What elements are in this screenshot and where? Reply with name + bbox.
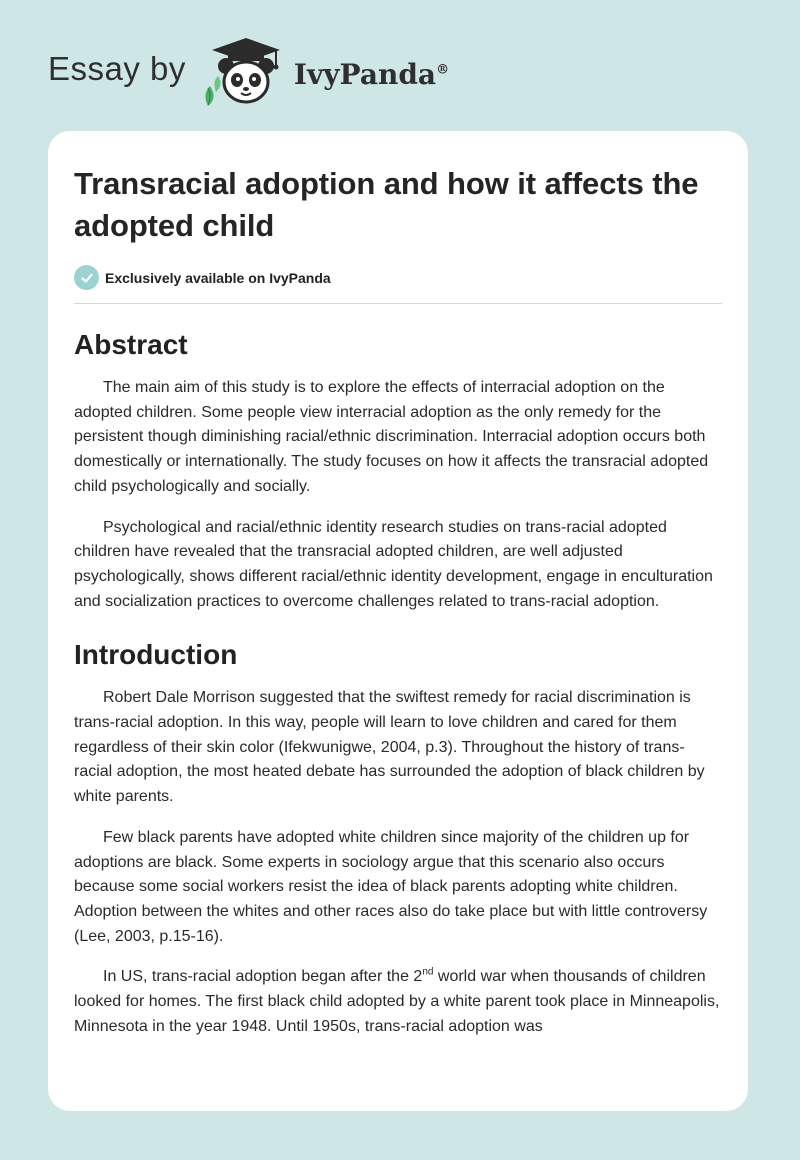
brand-name: IvyPanda® — [293, 57, 450, 91]
paragraph: Robert Dale Morrison suggested that the swiftest remedy for racial discrimination is trans-racial adoption. In this way, people will learn to love children and cared for them regardless of their skin color (Ifekwunigwe, 2004, p.3). Throughout the history of trans-racial adoption, the most heated debate has surrounded the adoption of black children by white parents. — [74, 689, 705, 806]
panda-logo-icon — [198, 36, 294, 108]
exclusive-label: Exclusively available on IvyPanda — [105, 269, 331, 286]
section-heading-abstract: Abstract — [74, 329, 188, 360]
brand-prefix: Essay by — [48, 50, 186, 87]
paragraph: Few black parents have adopted white children since majority of the children up for adoptions are black. Some experts in sociology argue that this scenario also occurs because some social workers resist the idea of black parents adopting white children. Adoption between the whites and other races also do take place but with little controversy (Lee, 2003, p.15-16). — [74, 828, 708, 945]
exclusive-badge — [74, 265, 722, 290]
check-icon — [74, 265, 99, 290]
article-card — [48, 131, 748, 1111]
section-heading-introduction: Introduction — [74, 639, 238, 671]
paragraph: In US, trans-racial adoption began after the 2nd world war when thousands of children looked for homes. The first black child adopted by a white parent took place in Minneapolis, Minnesota in the year 1948. Until 1950s, trans-racial adoption was — [74, 967, 720, 1035]
brand-header[interactable] — [48, 36, 449, 108]
paragraph: The main aim of this study is to explore the effects of interracial adoption on the adopted children. Some people view interracial adoption as the only remedy for the persistent though diminishing racial/ethnic discrimination. Interracial adoption occurs both domestically or internationally. The study focuses on how it affects the transracial adopted child psychologically and socially. — [74, 379, 709, 495]
paragraph: Psychological and racial/ethnic identity research studies on trans-racial adopted children have revealed that the transracial adopted children, are well adjusted psychologically, shows different racial/ethnic identity development, engage in enculturation and socialization practices to overcome challenges related to trans-racial adoption. — [74, 518, 713, 610]
article-title: Transracial adoption and how it affects the adopted child — [74, 166, 699, 243]
divider — [74, 303, 722, 304]
